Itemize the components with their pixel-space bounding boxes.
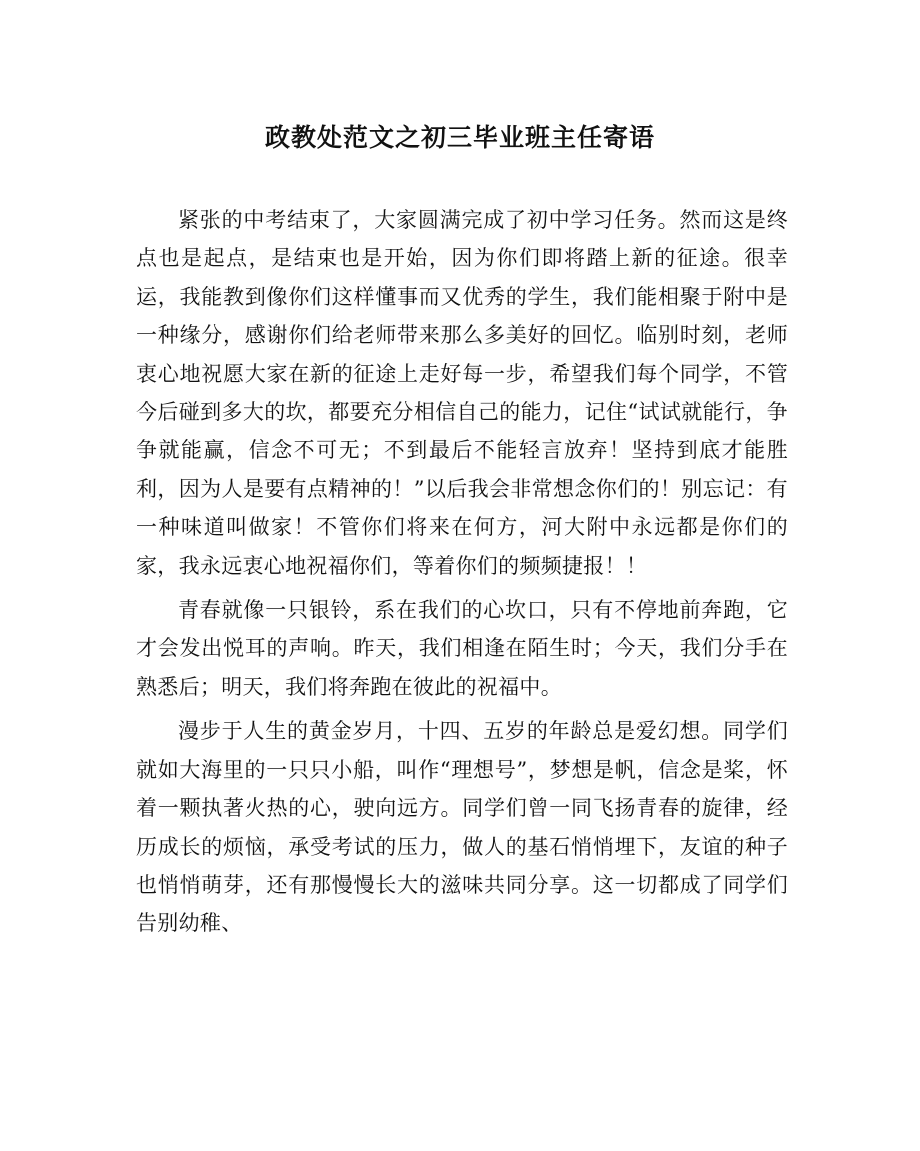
paragraph-3: 漫步于人生的黄金岁月，十四、五岁的年龄总是爱幻想。同学们就如大海里的一只只小船，叫作“理想号”，梦想是帆，信念是桨，怀着一颗执著火热的心，驶向远方。同学们曾一同飞扬青春的旋律，经历成长的烦恼，承受考试的压力，做人的基石悄悄埋下，友谊的种子也悄悄萌芽，还有那慢慢长大的滋味共同分享。这一切都成了同学们告别幼稚、 [136,719,788,936]
paragraph-2: 青春就像一只银铃，系在我们的心坎口，只有不停地前奔跑，它才会发出悦耳的声响。昨天，我们相逢在陌生时；今天，我们分手在熟悉后；明天，我们将奔跑在彼此的祝福中。 [136,598,788,699]
document-body [136,201,788,949]
page-title: 政教处范文之初三毕业班主任寄语 [264,123,655,152]
paragraph-1: 紧张的中考结束了，大家圆满完成了初中学习任务。然而这是终点也是起点，是结束也是开始，因为你们即将踏上新的征途。很幸运，我能教到像你们这样懂事而又优秀的学生，我们能相聚于附中是一种缘分，感谢你们给老师带来那么多美好的回忆。临别时刻，老师衷心地祝愿大家在新的征途上走好每一步，希望我们每个同学，不管今后碰到多大的坎，都要充分相信自己的能力，记住“试试就能行，争争就能赢，信念不可无；不到最后不能轻言放弃！坚持到底才能胜利，因为人是要有点精神的！”以后我会非常想念你们的！别忘记：有一种味道叫做家！不管你们将来在何方，河大附中永远都是你们的家，我永远衷心地祝福你们，等着你们的频频捷报！！ [136,208,788,578]
